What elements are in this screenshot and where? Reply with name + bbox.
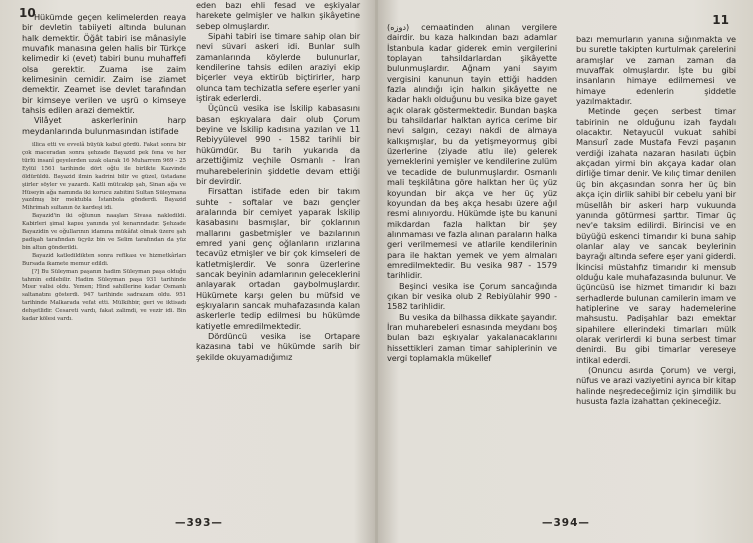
footnote: [?] Bu Süleyman paşanın hadim Süleyman paşa olduğu tahmin edilebilir. Hadim Süleyman paşa 931 tarihinde Mısır valisi oldu. Yemen; Hind sahillerine kadar Osmanlı saltanatını gösterdi. 947 tarihinde sadrazam oldu. 951 tarihinde Malkarada vefat etti. Mülkihbir, geri ve iktisadı dehşetlidir. Cesareti vardı, fakat zalimdi, ve vezir idi. Bin kadar kölesi vardı. (22, 268, 186, 323)
footnote: Bayazid katledildikten sonra refikası ve hizmetkârları Bursada ikamete memur edildi. (22, 252, 186, 267)
paragraph: Metinde geçen serbest timar tabirinin ne olduğunu izah faydalı olacaktır. Netayucül vukuat sahibi Mansurî zade Mustafa Fevzi paşanın verdiği izahata nazaran hasılatı üçbin akçadan yirmi bin akçaya kadar olan dirliğe timar denir. Ve kılıç timar denilen üç bin akçasından sonra her üç bin akça için dirlik sahibi bir cebelu yani bir müsellâh bir askeri harp vukuunda yanında götürmesi şarttır. Timar üç nev'e taksim edilirdi. Birincisi ve en büyüğü eskenci timarıdır ki buna sahip olanlar alay ve sancak beylerinin bayrağı altında sefere eşer yani giderdi. İkincisi müstahfız timarıdır ki mensub olduğu kale muhafazasında bulunur. Ve üçüncüsü ise hizmet timarıdır ki bazı serhadlerde bulunan camilerin imam ve hatiplerine ve saray hademelerine mahsustu. Padişahlar bazı emektar sipahilere ellerindeki timarları mülk olarak verirlerdi ki buna serbest timar denirdi. Bu gibi timarlar vereseye intikal ederdi. (576, 106, 736, 365)
right-page-column-1 (387, 22, 557, 363)
paragraph: Firsattan istifade eden bir takım suhte - softalar ve bazı gençler aralarında bir cemiyet yaparak İskilip kasabasını basmışlar, bir çoklarının mallarını gasbetmişler ve bazılarının emred yani genç oğlanların ırızlarına tecavüz etmişler ve bir çok kimseleri de katletmişlerdir. Ve sonra üzerlerine sancak beyinin adamlarının geleceklerini anlayarak ortadan gaybolmuşlardır. Hükümete karşı gelen bu müfsid ve eşkıyaların sancak muhafazasında kalan askerlerle tedip edilmesi bu hükümde katiyetle emredilmektedir. (196, 186, 360, 331)
left-page-bottom-number: —393— (175, 517, 223, 529)
paragraph: (دوزه) cemaatinden alınan vergilere dairdir. bu kaza halkından bazı adamlar İstanbula kadar giderek emin vergilerini toplayan tahsildarlardan şikâyette bulunmuşlardır. Ağnam yani sayım vergisini kanunun tayin ettiği hadden fazla alındığı için halkın şikâyette ne kadar haklı olduğunu bu vesika bize gayet açık olarak göstermektedir. Bundan başka bu tahsildarlar halktan ayrica cerime bir nevi salgın, cezayı nakdi de almaya kalkışmışlar, bu da yetişmeyormuş gibi üzerlerine (ziyade atlu ile) gelerek yemeklerini yemişler ve kendilerine zulüm ve tecadide de bulunmuşlardır. Osmanlı mali teşkilâtına göre halktan her üç yüz koyundan bir akça ve her üç yüz koyundan da beş akça hesabı üzere ağıl resmi alınıyordu. Hükümde işte bu kanuni mikdardan fazla halktan bir şey alınmaması ve fazla alınan paraların halka geri verilmemesi ve atlarile kendilerinin para ile haktan yemek ve yem almaları emredilmektedir. Bu vesika 987 - 1579 tarihlidir. (387, 22, 557, 281)
right-page-top-number: 11 (712, 13, 729, 27)
paragraph: Hükümde geçen kelimelerden reaya bir devletin tabiiyeti altında bulunan halk demektir. Öğât tabiri ise mânasiyle muvafık manasına gelen halis bir Türkçe kelimedir ki (evet) tabiri bunu muhaffefi olsa gerektir. Zuama ise zaim kelimesinin cemidir. Zaim ise ziamet demektir. Zeamet ise devlet tarafından bir kimseye verilen ve uşrü o kimseye tahsis edilen arazi demektir. (22, 12, 186, 116)
left-page-top-number: 10 (19, 6, 36, 20)
right-page-column-2 (576, 34, 736, 406)
paragraph: Bu vesika da bilhassa dikkate şayandır. İran muharebeleri esnasında meydanı boş bulan bazı eşkıyalar yakalanacaklarını hissettikleri zaman timar sahiplerinin ve vergi toplamakla mükellef (387, 311, 557, 363)
paragraph: eden bazı ehli fesad ve eşkiyalar harekete gelmişler ve halkın şikâyetine sebep olmuşlardır. (196, 0, 360, 31)
left-page-column-1 (22, 12, 186, 324)
footnote: illica etti ve evvelâ büyük kabul gördü. Fakat sonra bir çok maceradan sonra şehzade Bayazid pek fena ve her türlü insanî geyelerden uzak olarak 16 Muharrem 969 - 25 Eylül 1561 tarihinde dört oğlu ile birlikte Kazvinde öldürüldü. Bayazid ilmin kadrini bilir ve güzel, üstadane şiirler söyler ve yazardı. Katli mütcakip şah, Sinan ağa ve Hüseyin ağa namında iki korucu zabitini Sultan Süleymana yazılmış bir mektubla İstanbola gönderdi. Bayazid Mihrimah sultanın öz kardeşi idi. (22, 142, 186, 212)
paragraph: bazı memurların yanına sığınmakta ve bu suretle takipten kurtulmak çarelerini aramışlar ve zaman zaman da muvaffak olmuşlardır. İşte bu gibi insanların himaye edilmemesi ve himaye edenlerin şiddetle yazılmaktadır. (576, 34, 736, 107)
paragraph: Sipahi tabiri ise timare sahip olan bir nevi süvari askeri idi. Bunlar sulh zamanlarında köylerde bulunurlar, kendilerine tahsis edilen araziyi ekip biçerler veya ektirüb biçtirirler, harp olunca tam techizatla sefere eşerler yani iştirak ederlerdi. (196, 31, 360, 104)
right-page-bottom-number: —394— (542, 517, 590, 529)
paragraph: Üçüncü vesika ise İskilip kabasasını basan eşkıyalara dair olub Çorum beyine ve İskilip kadısına yazılan ve 11 Rebiyyülevel 990 - 1582 tarihli bir hükümdür. Bu tarih yukarıda da arzettiğimiz veçhile Osmanlı - İran muharebelerinin şiddetle devam ettiği bir devirdir. (196, 103, 360, 186)
footnotes (22, 142, 186, 324)
paragraph: Beşinci vesika ise Çorum sancağında çıkan bir vesika olub 2 Rebiyülahir 990 - 1582 tarihlidir. (387, 280, 557, 312)
paragraph: Dördüncü vesika ise Ortapare kazasına tabi ve hükümde sarih bir şekilde okuyamadığımız (196, 331, 360, 362)
right-page (377, 0, 753, 543)
left-page-column-2 (196, 0, 360, 362)
footnote: Bayazid'in iki oğlunun naaşları Sivasa nakledildi. Kabirleri şimal kapısı yanında yol kenarındadır. Şehzade Bayazidin ve oğullarının idamına mükâfat olmak üzere şah padişah tarafından üçyüz bin ve Selim tarafından da yüz bin altun gönderildi. (22, 213, 186, 251)
left-page (0, 0, 376, 543)
paragraph: (Onuncu asırda Çorum) ve vergi, nüfus ve arazi vaziyetini ayrıca bir kitap halinde neşredeceğimiz için şimdilik bu hususta fazla izahattan çekineceğiz. (576, 365, 736, 407)
paragraph: Vilâyet askerlerinin harp meydanlarında bulunmasından istifade (22, 115, 186, 136)
